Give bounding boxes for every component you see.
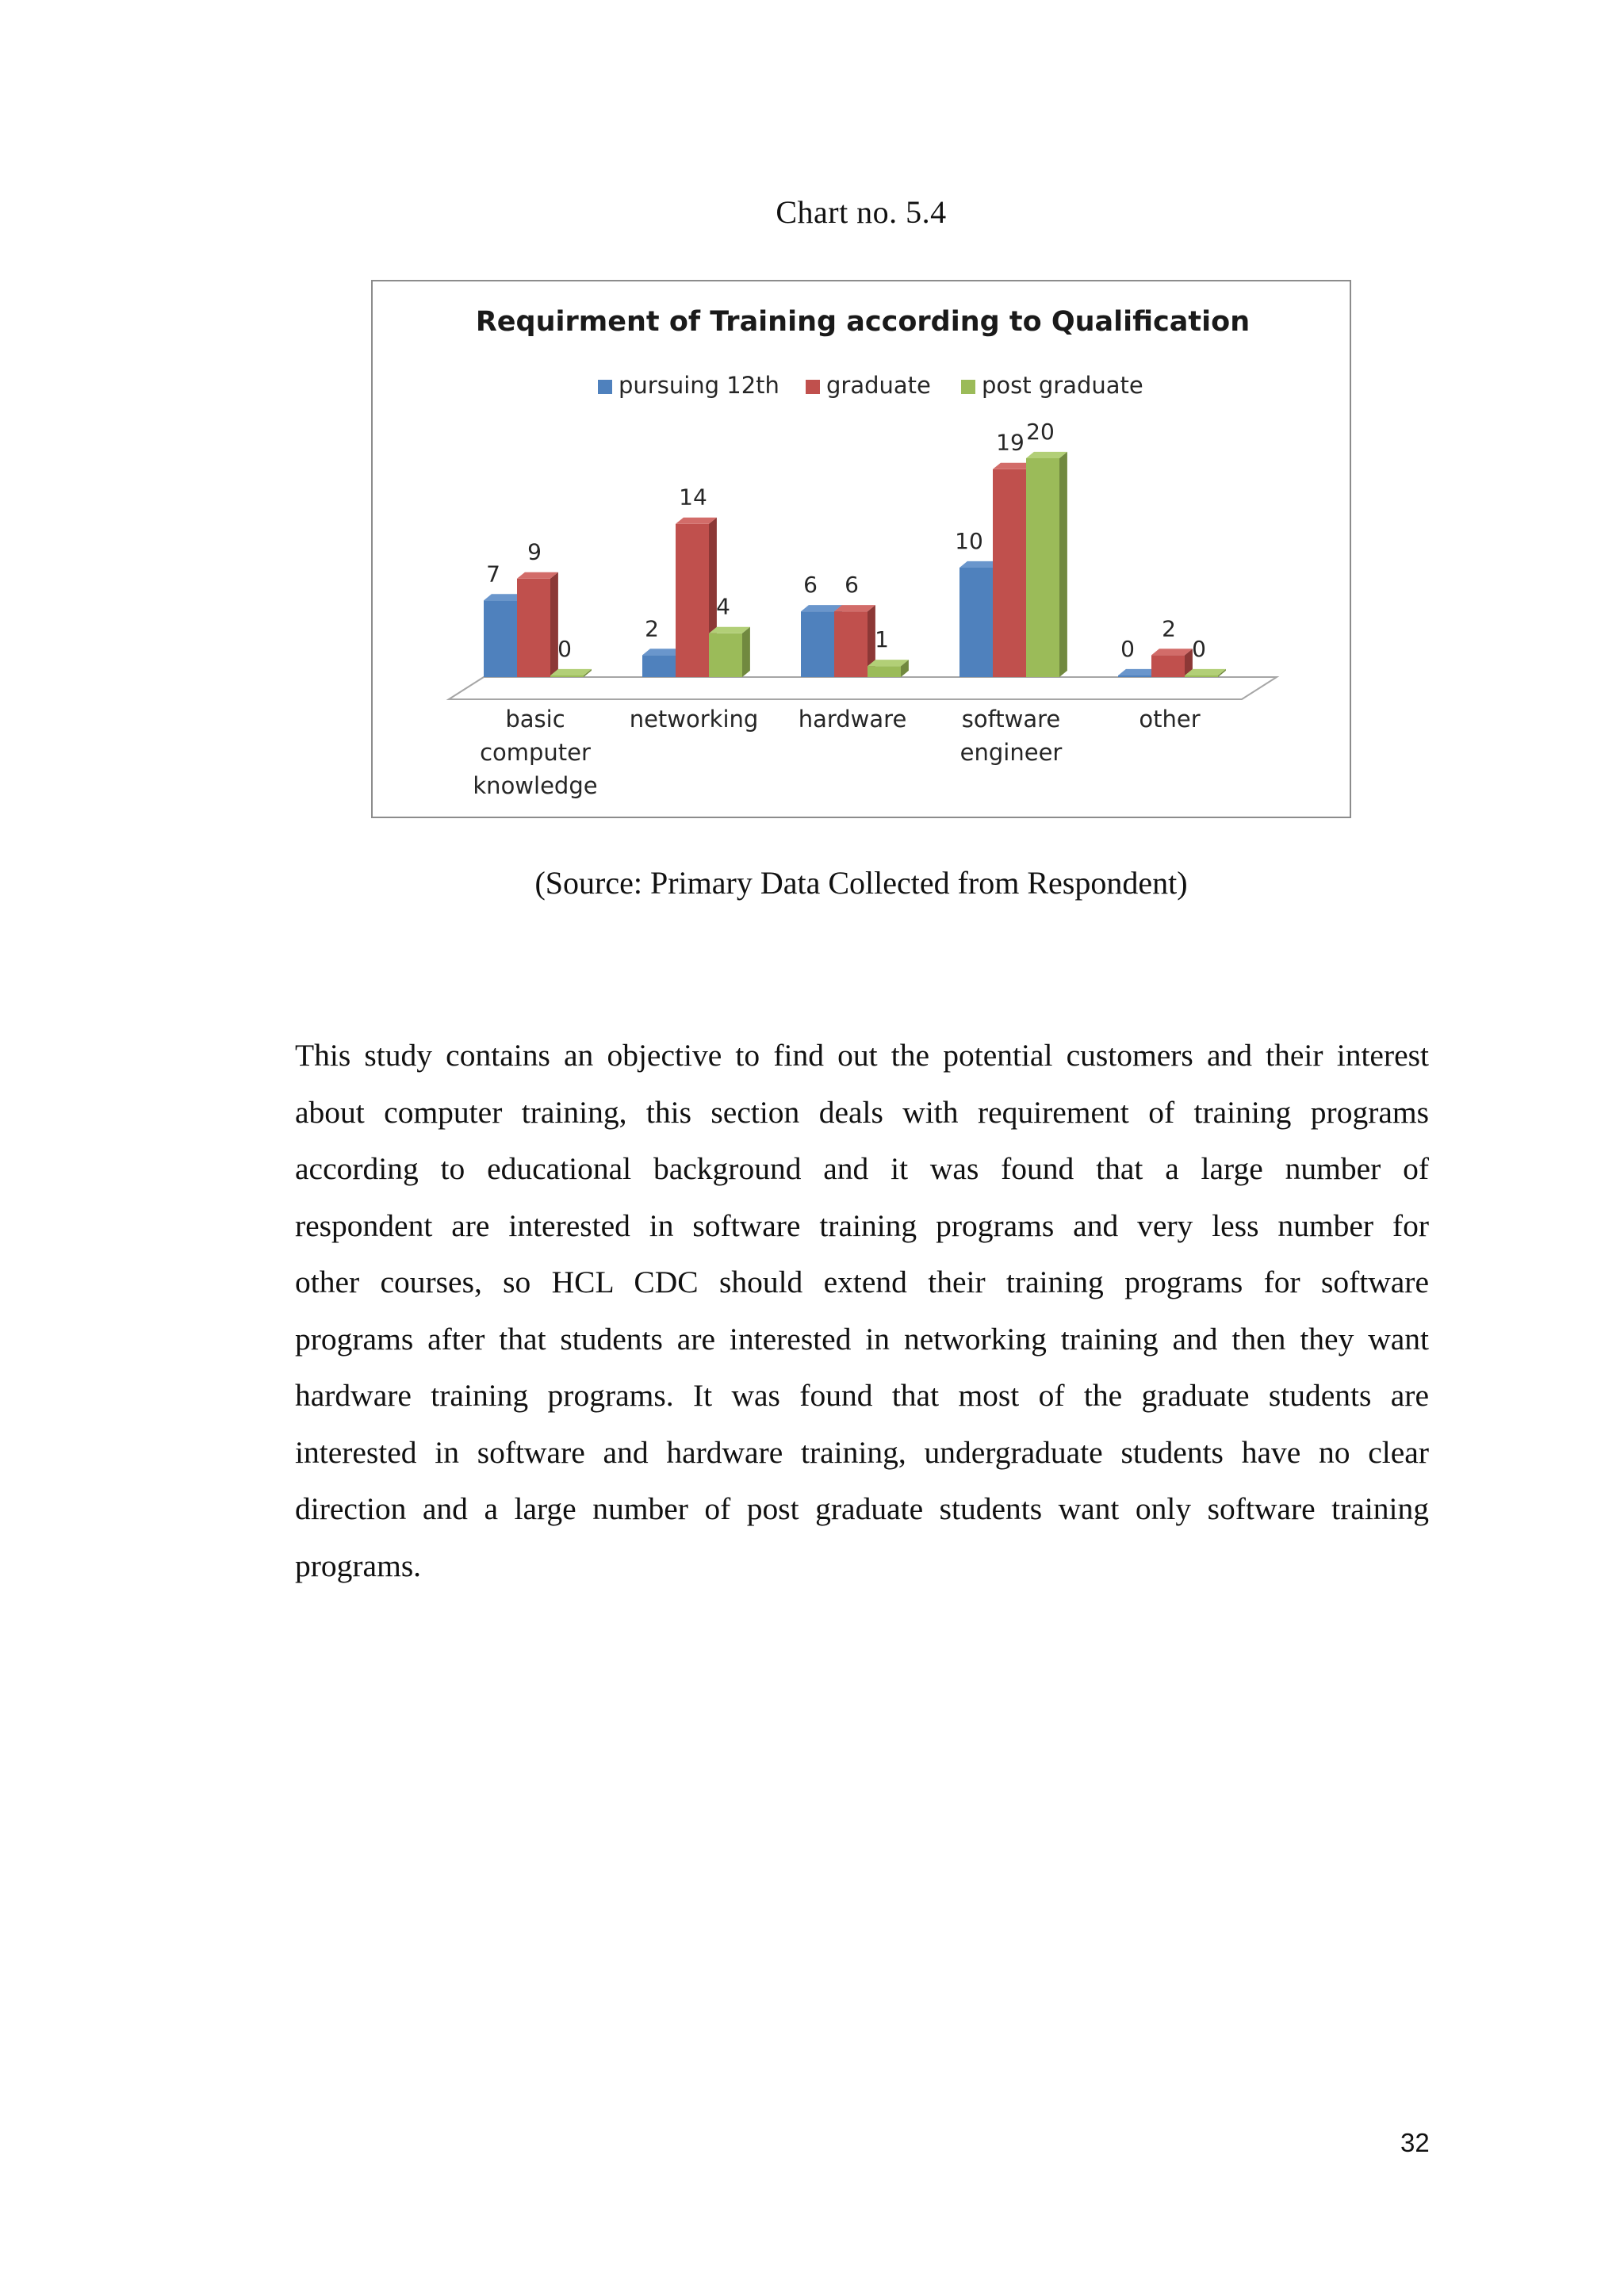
bar-0-1 (517, 572, 558, 677)
data-label-2-1: 6 (845, 572, 859, 599)
legend-swatch-1 (806, 380, 820, 394)
chart-caption: Chart no. 5.4 (776, 194, 947, 230)
data-label-1-2: 4 (716, 593, 730, 620)
category-label-2-0: hardware (798, 706, 907, 733)
bar-3-2 (1026, 452, 1067, 677)
chart-title: Requirment of Training according to Qualification (475, 306, 1251, 338)
chart-source-note: (Source: Primary Data Collected from Respondent) (534, 865, 1188, 901)
category-label-4-0: other (1139, 706, 1201, 733)
category-label-0-0: basic (505, 706, 565, 733)
bar-1-2 (709, 627, 750, 677)
data-label-0-0: 7 (486, 561, 500, 587)
category-label-0-1: computer (480, 739, 591, 766)
data-label-0-2: 0 (557, 635, 572, 662)
bar-chart (373, 281, 1353, 820)
data-label-4-0: 0 (1120, 635, 1135, 662)
data-label-4-1: 2 (1162, 615, 1176, 642)
chart-container (371, 280, 1351, 818)
category-label-1-0: networking (629, 706, 759, 733)
data-label-1-1: 14 (679, 484, 707, 511)
legend-label-2: post graduate (982, 372, 1143, 399)
legend-swatch-0 (598, 380, 612, 394)
data-label-3-2: 20 (1026, 418, 1055, 445)
legend-swatch-2 (961, 380, 975, 394)
legend-label-1: graduate (826, 372, 931, 399)
data-label-2-0: 6 (803, 572, 818, 599)
data-label-3-0: 10 (955, 527, 983, 554)
category-label-3-1: engineer (959, 739, 1063, 766)
page-number: 32 (1400, 2128, 1430, 2157)
body-paragraph: This study contains an objective to find out the potential customers and their interest about computer training, this section deals with requirement of training programs according to educational background and it was found that a large number of respondent are interested in software training programs and very less number for other courses, so HCL CDC should extend their training programs for software programs after that students are interested in networking training and then they want hardware training programs. It was found that most of the graduate students are interested in software and hardware training, undergraduate students have no clear direction and a large number of post graduate students want only software training programs. (295, 1038, 1429, 1583)
bar-2-2 (868, 660, 909, 677)
data-label-1-0: 2 (645, 615, 659, 642)
legend-label-0: pursuing 12th (619, 372, 779, 399)
category-label-0-2: knowledge (473, 772, 598, 799)
data-label-4-2: 0 (1192, 635, 1206, 662)
data-label-2-2: 1 (875, 626, 889, 653)
category-label-3-0: software (961, 706, 1061, 733)
chart-floor (449, 677, 1277, 699)
data-label-0-1: 9 (527, 538, 542, 565)
data-label-3-1: 19 (996, 429, 1025, 456)
bar-4-1 (1151, 649, 1193, 677)
